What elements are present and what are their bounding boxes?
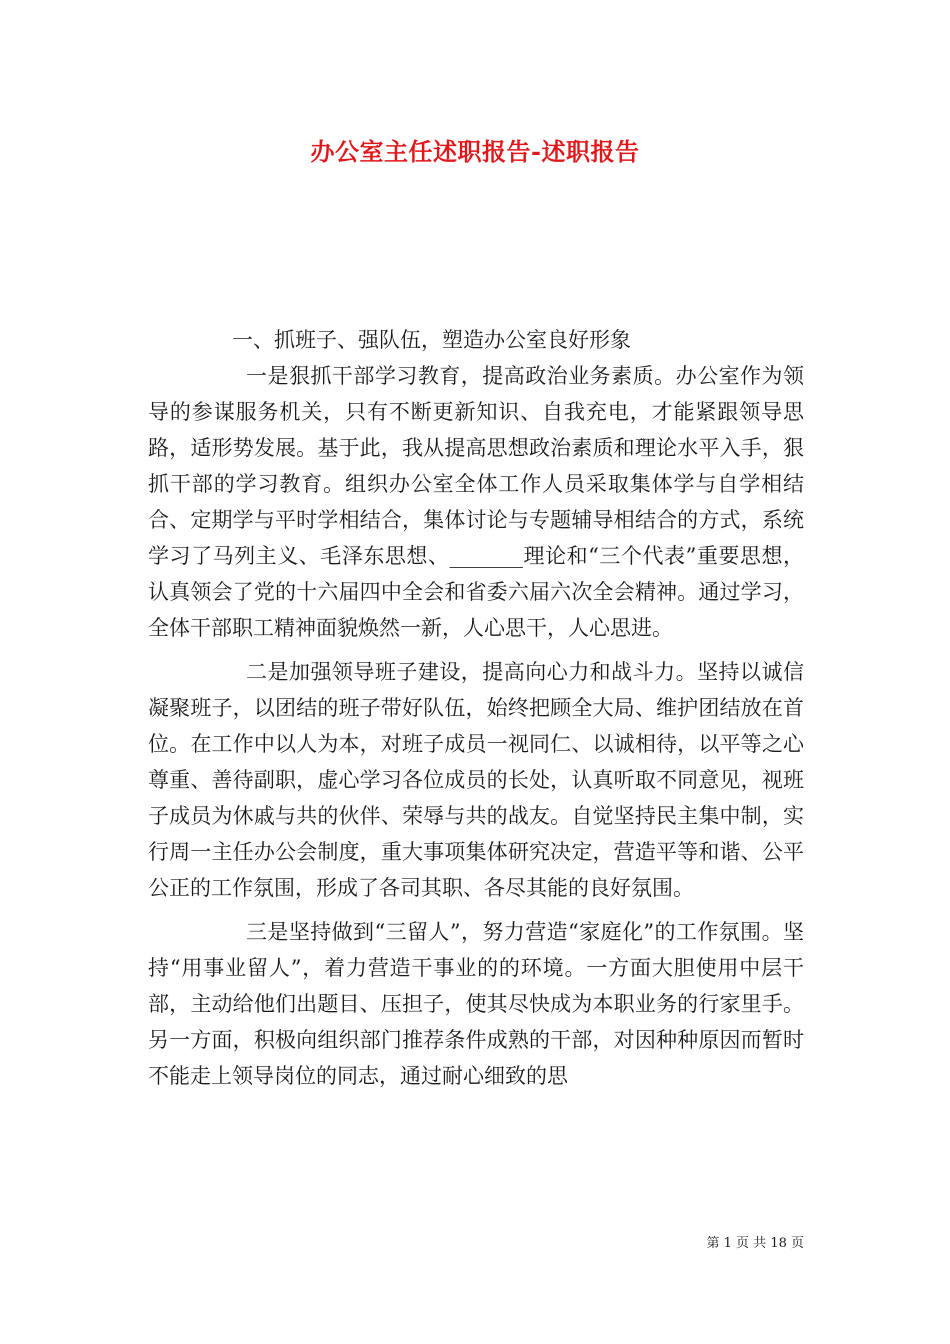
page-number-footer: 第 1 页 共 18 页 [706, 1236, 804, 1251]
paragraph-3: 三是坚持做到“三留人”，努力营造“家庭化”的工作氛围。坚持“用事业留人”，着力营造干事业的的环境。一方面大胆使用中层干部，主动给他们出题目、压担子，使其尽快成为本职业务的行家里手。另一方面，积极向组织部门推荐条件成熟的干部，对因种种原因而暂时不能走上领导岗位的同志，通过耐心细致的思 [148, 920, 804, 1088]
document-title: 办公室主任述职报告-述职报告 [310, 137, 640, 166]
document-body [148, 322, 804, 1094]
section-heading: 一、抓班子、强队伍，塑造办公室良好形象 [232, 328, 631, 352]
paragraph-2: 二是加强领导班子建设，提高向心力和战斗力。坚持以诚信凝聚班子，以团结的班子带好队伍，始终把顾全大局、维护团结放在首位。在工作中以人为本，对班子成员一视同仁、以诚相待，以平等之心尊重、善待副职，虚心学习各位成员的长处，认真听取不同意见，视班子成员为休戚与共的伙伴、荣辱与共的战友。自觉坚持民主集中制，实行周一主任办公会制度，重大事项集体研究决定，营造平等和谐、公平公正的工作氛围，形成了各司其职、各尽其能的良好氛围。 [148, 660, 804, 900]
paragraph-1: 一是狠抓干部学习教育，提高政治业务素质。办公室作为领导的参谋服务机关，只有不断更新知识、自我充电，才能紧跟领导思路，适形势发展。基于此，我从提高思想政治素质和理论水平入手，狠抓干部的学习教育。组织办公室全体工作人员采取集体学与自学相结合、定期学与平时学相结合，集体讨论与专题辅导相结合的方式，系统学习了马列主义、毛泽东思想、_______理论和“三个代表”重要思想，认真领会了党的十六届四中全会和省委六届六次全会精神。通过学习，全体干部职工精神面貌焕然一新，人心思干，人心思进。 [148, 364, 804, 640]
